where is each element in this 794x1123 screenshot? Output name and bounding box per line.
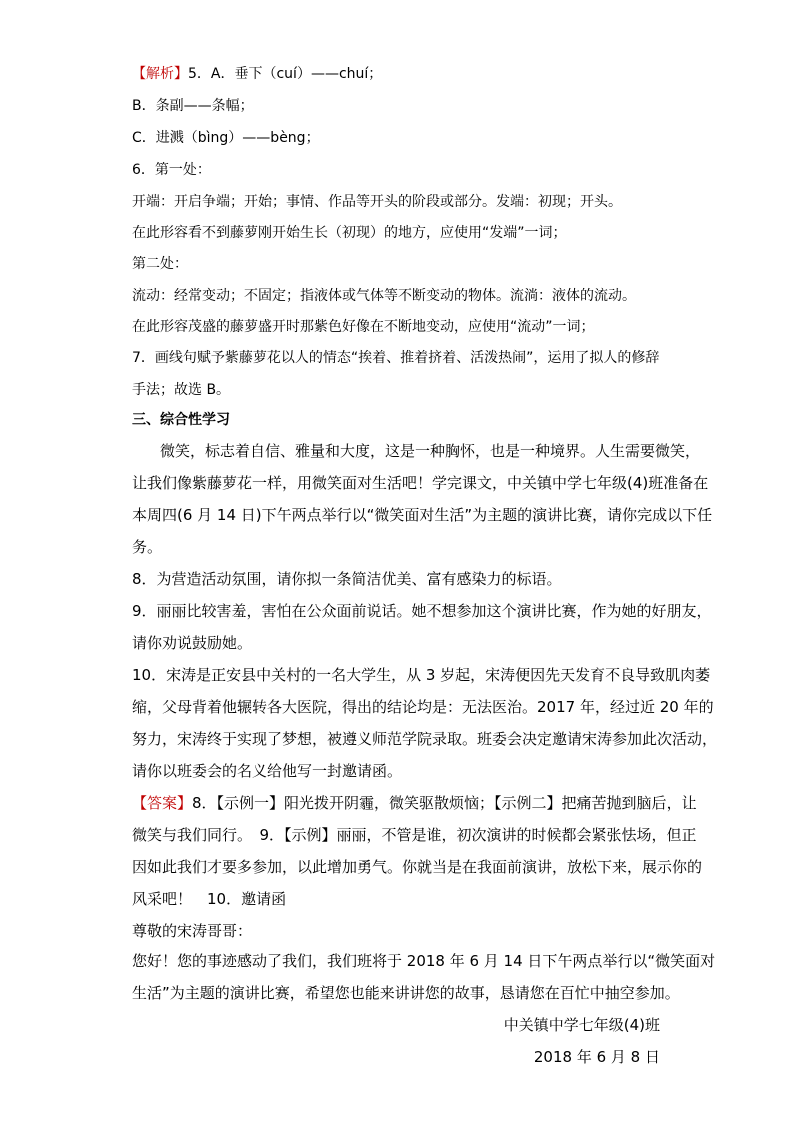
question-10-line-3: 努力，宋涛终于实现了梦想，被遵义师范学院录取。班委会决定邀请宋涛参加此次活动， xyxy=(132,730,718,748)
letter-date: 2018 年 6 月 8 日 xyxy=(533,1048,660,1066)
answer-line-4: 风采吧！ 10．邀请函 xyxy=(132,890,287,908)
intro-line-3: 本周四(6 月 14 日)下午两点举行以“微笑面对生活”为主题的演讲比赛，请你完成以下任 xyxy=(132,506,713,524)
analysis-line-7: 第二处： xyxy=(132,256,188,272)
letter-body-line-1: 您好！您的事迹感动了我们，我们班将于 2018 年 6 月 14 日下午两点举行以“微笑面对 xyxy=(132,952,716,970)
analysis-line-2: B．条副——条幅； xyxy=(132,98,254,114)
intro-line-2: 让我们像紫藤萝花一样，用微笑面对生活吧！学完课文，中关镇中学七年级(4)班准备在 xyxy=(132,474,709,492)
analysis-line-4: 6．第一处： xyxy=(132,162,211,178)
letter-signature: 中关镇中学七年级(4)班 xyxy=(503,1016,660,1034)
letter-body-line-2: 生活”为主题的演讲比赛，希望您也能来讲讲您的故事，恳请您在百忙中抽空参加。 xyxy=(132,984,680,1002)
analysis-line-8: 流动：经常变动；不固定；指液体或气体等不断变动的物体。流淌：液体的流动。 xyxy=(132,288,636,304)
analysis-tag: 【解析】 xyxy=(132,66,188,82)
analysis-line-1: 【解析】5．A．垂下（cuí）——chuí； xyxy=(132,66,383,82)
answer-line-1: 【答案】8．【示例一】阳光拨开阴霾，微笑驱散烦恼；【示例二】把痛苦抛到脑后，让 xyxy=(132,794,697,812)
question-9-line-2: 请你劝说鼓励她。 xyxy=(132,634,253,652)
letter-salutation: 尊敬的宋涛哥哥： xyxy=(132,922,253,940)
answer-tag: 【答案】 xyxy=(132,794,193,812)
intro-line-4: 务。 xyxy=(132,538,163,556)
analysis-line-9: 在此形容茂盛的藤萝盛开时那紫色好像在不断地变动，应使用“流动”一词； xyxy=(132,319,595,335)
intro-line-1: 微笑，标志着自信、雅量和大度，这是一种胸怀，也是一种境界。人生需要微笑， xyxy=(160,442,701,460)
analysis-line-3: C．进溅（bìng）——bèng； xyxy=(132,130,320,146)
question-10-line-4: 请你以班委会的名义给他写一封邀请函。 xyxy=(132,762,403,780)
answer-line-3: 因如此我们才要多参加，以此增加勇气。你就当是在我面前演讲，放松下来，展示你的 xyxy=(132,858,703,876)
question-10-line-1: 10．宋涛是正安县中关村的一名大学生，从 3 岁起，宋涛便因先天发育不良导致肌肉萎 xyxy=(132,666,711,684)
analysis-line-5: 开端：开启争端；开始；事情、作品等开头的阶段或部分。发端：初现；开头。 xyxy=(132,194,622,210)
question-10-line-2: 缩，父母背着他辗转各大医院，得出的结论均是：无法医治。2017 年，经过近 20 年的 xyxy=(132,698,714,716)
analysis-line-11: 手法；故选 B。 xyxy=(132,382,231,398)
section-heading: 三、综合性学习 xyxy=(132,412,230,428)
analysis-line-10: 7．画线句赋予紫藤萝花以人的情态“挨着、推着挤着、活泼热闹”，运用了拟人的修辞 xyxy=(132,350,660,366)
answer-line-2: 微笑与我们同行。 9．【示例】丽丽，不管是谁，初次演讲的时候都会紧张怯场，但正 xyxy=(132,826,697,844)
analysis-line-6: 在此形容看不到藤萝刚开始生长（初现）的地方，应使用“发端”一词； xyxy=(132,225,567,241)
question-9-line-1: 9．丽丽比较害羞，害怕在公众面前说话。她不想参加这个演讲比赛，作为她的好朋友， xyxy=(132,602,712,620)
question-8: 8．为营造活动氛围，请你拟一条简洁优美、富有感染力的标语。 xyxy=(132,570,562,588)
